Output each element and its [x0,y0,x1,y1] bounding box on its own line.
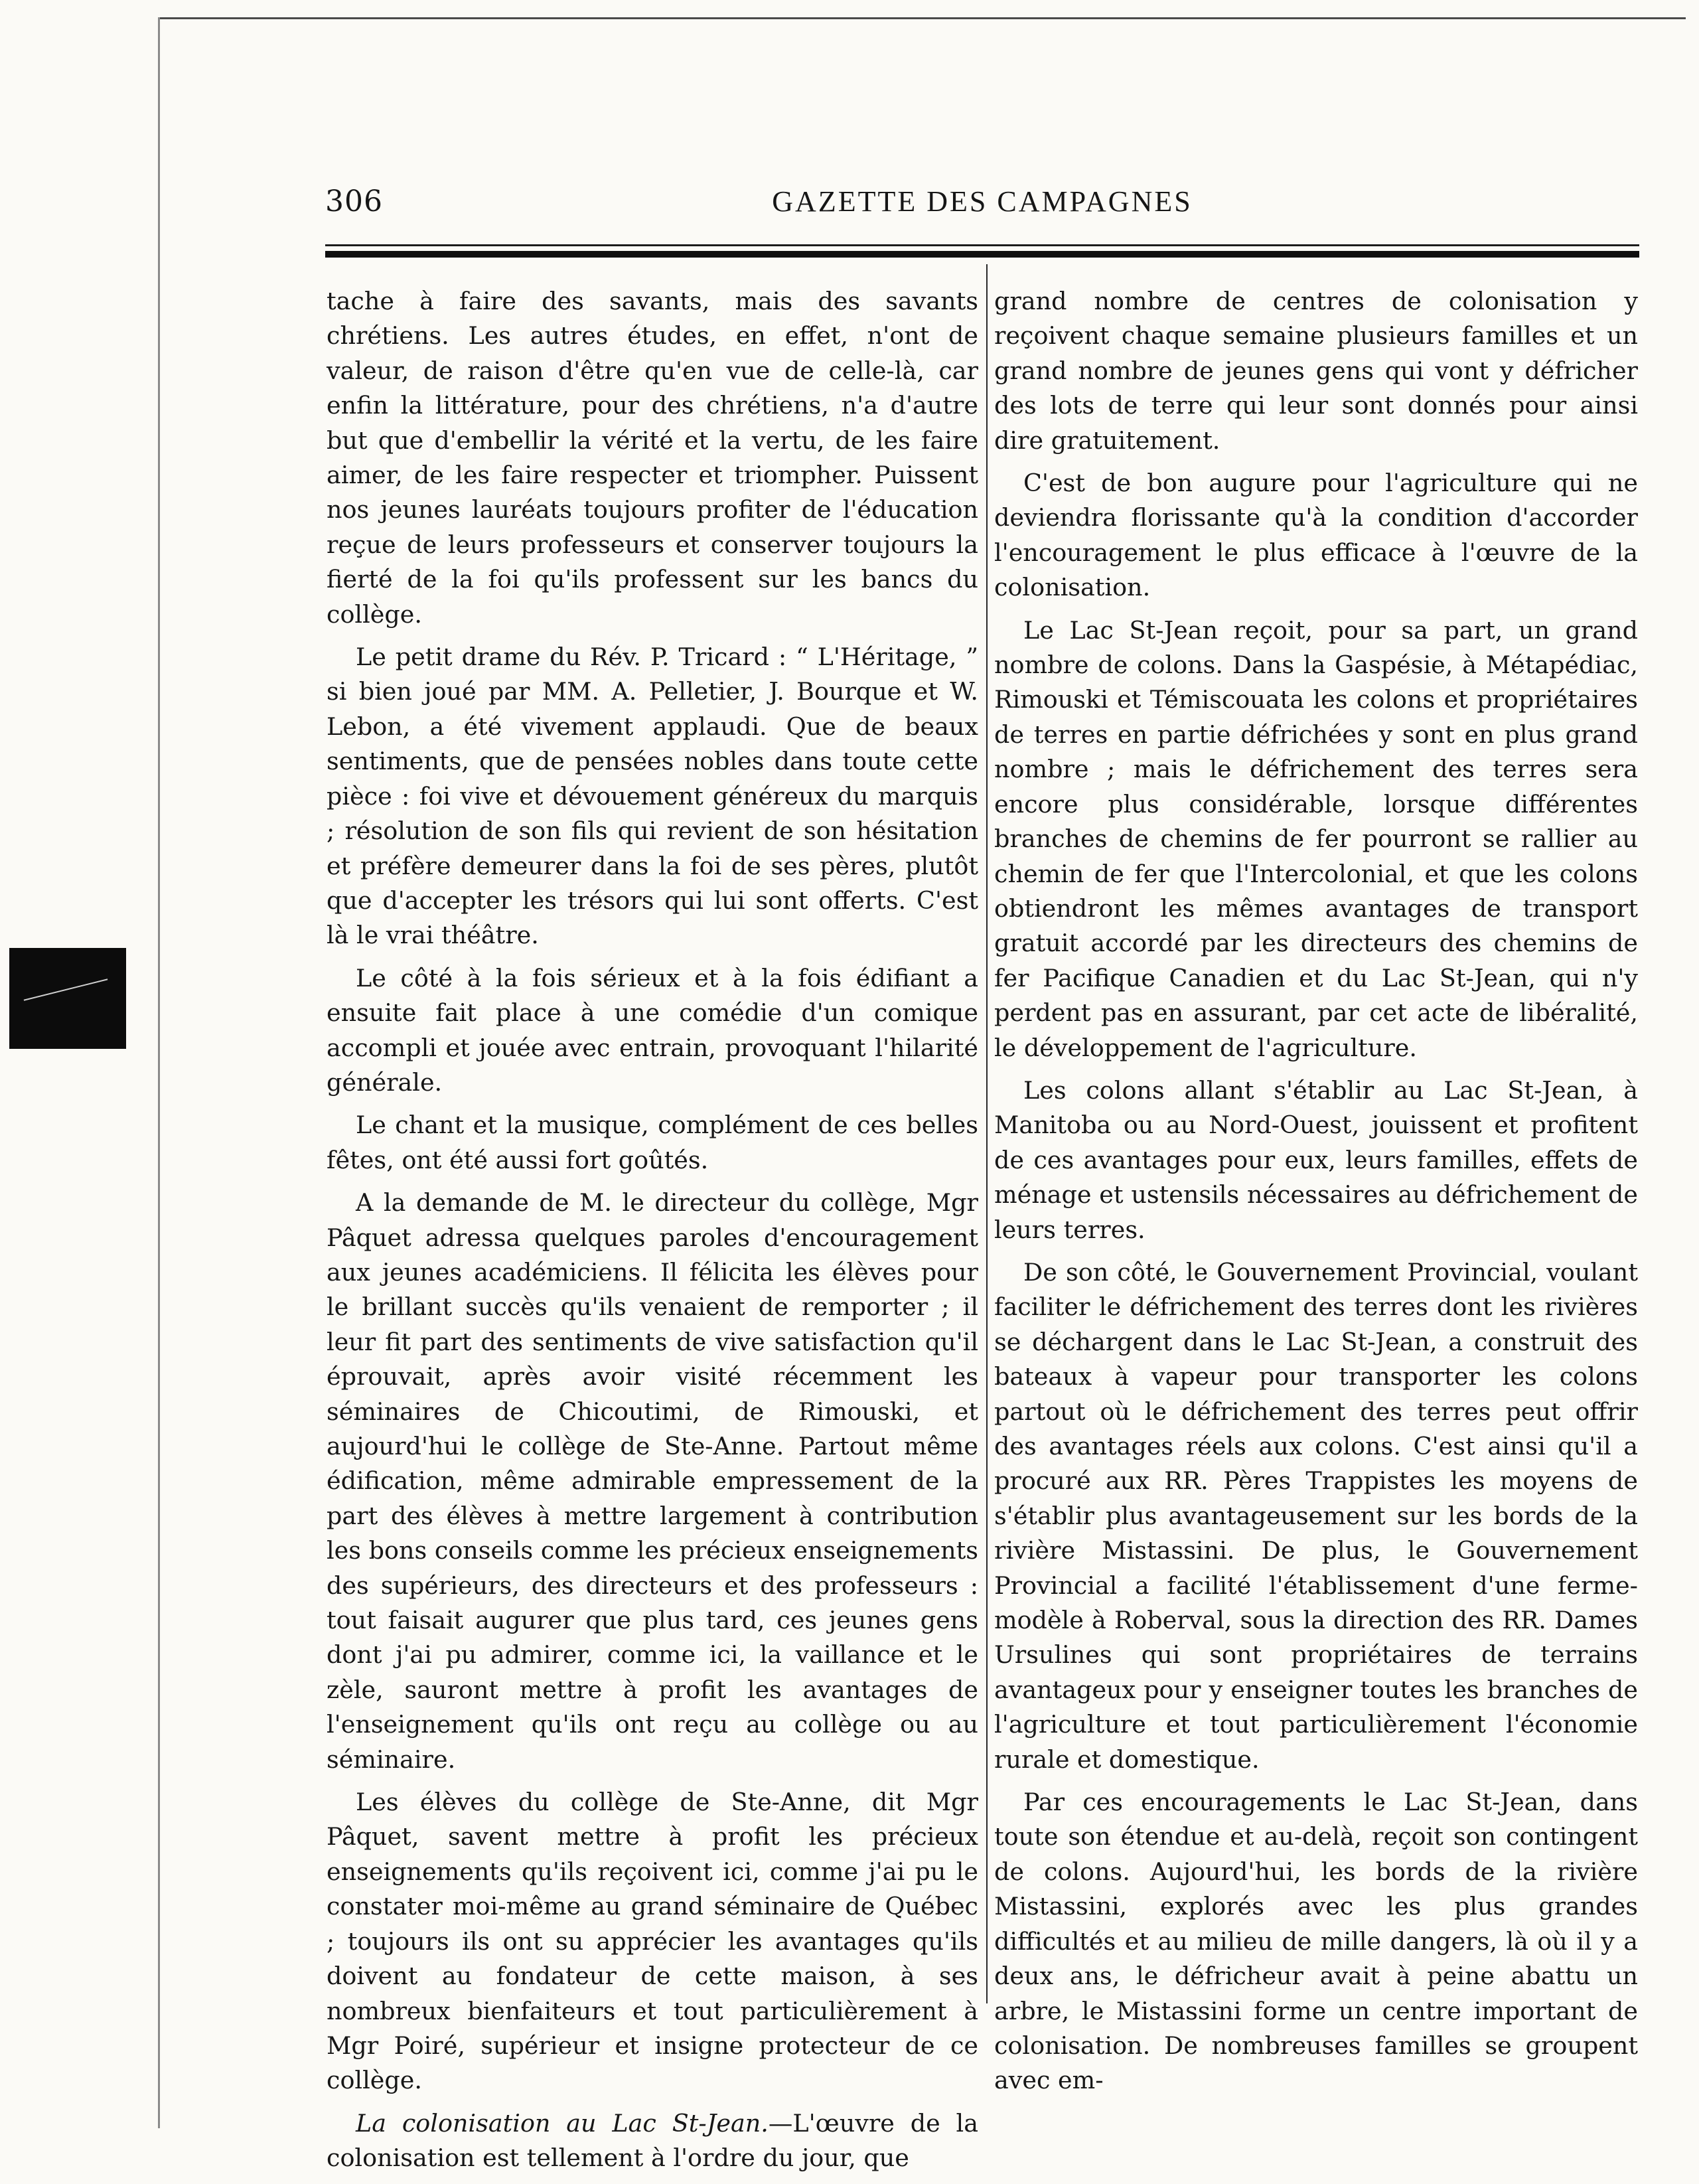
journal-title: GAZETTE DES CAMPAGNES [772,185,1193,218]
paragraph: tache à faire des savants, mais des savants chrétiens. Les autres études, en effet, n'ont de valeur, de raison d'être qu'en vue de celle-là, car enfin la littérature, pour des chrétiens, n'a d'autre but que d'embellir la vérité et la vertu, de les faire aimer, de les faire respecter et triompher. Puissent nos jeunes lauréats toujours profiter de l'éducation reçue de leurs professeurs et conserver toujours la fierté de la foi qu'ils professent sur les bancs du collège. [327,287,978,629]
page-edge-left [158,17,160,2128]
paragraph: Par ces encouragements le Lac St-Jean, dans toute son étendue et au-delà, reçoit son contingent de colons. Aujourd'hui, les bords de la rivière Mistassini, explorés avec les plus grandes difficultés et au milieu de mille dangers, là où il y a deux ans, le défricheur avait à peine abattu un arbre, le Mistassini forme un centre important de colonisation. De nombreuses familles se groupent avec em- [994,1788,1638,2095]
header-rule-thin [325,244,1639,246]
column-divider [986,264,988,2003]
paragraph: Les colons allant s'établir au Lac St-Jean, à Manitoba ou au Nord-Ouest, jouissent et profitent de ces avantages pour eux, leurs familles, effets de ménage et ustensils nécessaires au défrichement de leurs terres. [994,1075,1638,1244]
paragraph: C'est de bon augure pour l'agriculture qui ne deviendra florissante qu'à la condition d'accorder l'encouragement le plus efficace à l'œuvre de la colonisation. [994,469,1638,602]
paragraph: Les élèves du collège de Ste-Anne, dit Mgr Pâquet, savent mettre à profit les précieux enseignements qu'ils reçoivent ici, comme j'ai pu le constater moi-même au grand séminaire de Québec ; toujours ils ont su apprécier les avantages qu'ils doivent au fondateur de cette maison, à ses nombreux bienfaiteurs et tout particulièrement à Mgr Poiré, supérieur et insigne protecteur de ce collège. [327,1788,978,2095]
left-column [327,284,978,2184]
section-paragraph [327,2106,978,2176]
page-edge-top [159,17,1686,19]
section-title: La colonisation au Lac St-Jean. [356,2108,769,2138]
paragraph: Le chant et la musique, complément de ces belles fêtes, ont été aussi fort goûtés. [327,1111,978,1174]
paragraph: Le Lac St-Jean reçoit, pour sa part, un grand nombre de colons. Dans la Gaspésie, à Métapédiac, Rimouski et Témiscouata les colons et propriétaires de terres en partie défrichées y sont en plus grand nombre ; mais le défrichement des terres sera encore plus considérable, lorsque différentes branches de chemins de fer pourront se rallier au chemin de fer que l'Intercolonial, et que les colons obtiendront les mêmes avantages de transport gratuit accordé par les directeurs des chemins de fer Pacifique Canadien et du Lac St-Jean, qui n'y perdent pas en assurant, par cet acte de libéralité, le développement de l'agriculture. [994,615,1638,1062]
margin-scan-mark [9,948,126,1049]
paragraph: Le petit drame du Rév. P. Tricard : “ L'Héritage, ” si bien joué par MM. A. Pelletier, J. Bourque et W. Lebon, a été vivement applaudi. Que de beaux sentiments, que de pensées nobles dans toute cette pièce : foi vive et dévouement généreux du marquis ; résolution de son fils qui revient de son hésitation et préfère demeurer dans la foi de ses pères, plutôt que d'accepter les trésors qui lui sont offerts. C'est là le vrai théâtre. [327,643,978,950]
paragraph: De son côté, le Gouvernement Provincial, voulant faciliter le défrichement des terres dont les rivières se déchargent dans le Lac St-Jean, a construit des bateaux à vapeur pour transporter les colons partout où le défrichement des terres peut offrir des avantages réels aux colons. C'est ainsi qu'il a procuré aux RR. Pères Trappistes les moyens de s'établir plus avantageusement sur les bords de la rivière Mistassini. De plus, le Gouvernement Provincial a facilité l'établissement d'une ferme-modèle à Roberval, sous la direction des RR. Dames Ursulines qui sont propriétaires de terrains avantageux pour y enseigner toutes les branches de l'agriculture et tout particulièrement l'économie rurale et domestique. [994,1257,1638,1774]
header-rule-thick [325,251,1639,258]
page-header [325,185,1639,231]
right-column [994,284,1638,2106]
section-text: —L'œuvre de la colonisation est tellement à l'ordre du jour, que [327,2108,978,2173]
paragraph: grand nombre de centres de colonisation y reçoivent chaque semaine plusieurs familles et un grand nombre de jeunes gens qui vont y défricher des lots de terre qui leur sont donnés pour ainsi dire gratuitement. [994,287,1638,455]
paragraph: Le côté à la fois sérieux et à la fois édifiant a ensuite fait place à une comédie d'un comique accompli et jouée avec entrain, provoquant l'hilarité générale. [327,963,978,1097]
paragraph: A la demande de M. le directeur du collège, Mgr Pâquet adressa quelques paroles d'encouragement aux jeunes académiciens. Il félicita les élèves pour le brillant succès qu'ils venaient de remporter ; il leur fit part des sentiments de vive satisfaction qu'il éprouvait, après avoir visité récemment les séminaires de Chicoutimi, de Rimouski, et aujourd'hui le collège de Ste-Anne. Partout même édification, même admirable empressement de la part des élèves à mettre largement à contribution les bons conseils comme les précieux enseignements des supérieurs, des directeurs et des professeurs : tout faisait augurer que plus tard, ces jeunes gens dont j'ai pu admirer, comme ici, la vaillance et le zèle, sauront mettre à profit les avantages de l'enseignement qu'ils ont reçu au collège ou au séminaire. [327,1188,978,1774]
page-number: 306 [325,185,383,218]
